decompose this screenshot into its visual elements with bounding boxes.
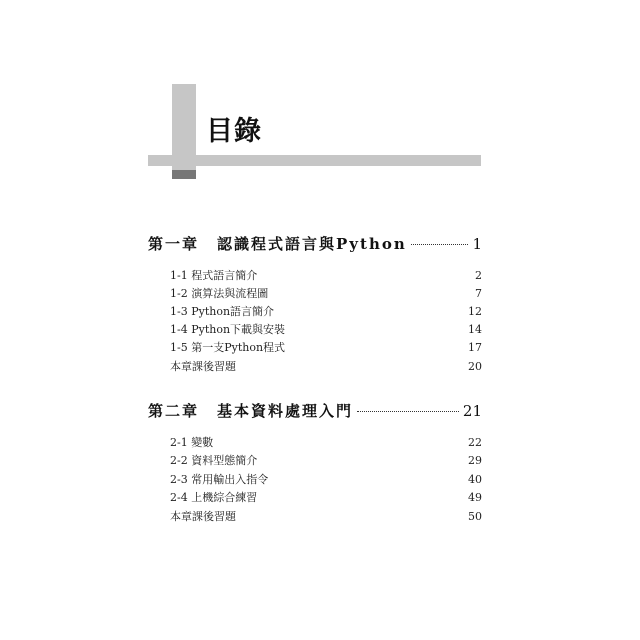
toc-entry [170, 434, 482, 452]
chapter-1-heading [148, 233, 482, 257]
toc-entry [170, 321, 482, 339]
section-page: 50 [468, 510, 482, 523]
toc-entry [170, 303, 482, 321]
section-label: 1-1 程式語言簡介 [170, 269, 258, 282]
toc-entry [170, 339, 482, 357]
toc-entry [170, 285, 482, 303]
section-label: 2-3 常用輸出入指令 [170, 473, 269, 486]
toc-entry [170, 471, 482, 489]
toc-entry [170, 452, 482, 470]
chapter-name: 基本資料處理入門 [217, 402, 354, 420]
section-page: 40 [468, 473, 482, 486]
page-title: 目錄 [206, 116, 262, 147]
section-page: 7 [475, 287, 482, 300]
chapter-page: 1 [472, 235, 482, 253]
chapter-number: 第二章 [148, 402, 200, 420]
section-page: 2 [475, 269, 482, 282]
section-page: 12 [468, 305, 482, 318]
section-label: 1-5 第一支Python程式 [170, 341, 286, 354]
dot-leader [411, 244, 469, 245]
section-page: 20 [468, 360, 482, 373]
section-label: 1-4 Python下載與安裝 [170, 323, 286, 336]
toc-entry [170, 489, 482, 507]
section-page: 14 [468, 323, 482, 336]
section-label: 2-1 變數 [170, 436, 214, 449]
title-bar-accent [172, 170, 196, 179]
toc-entry [170, 267, 482, 285]
dot-leader [357, 411, 459, 412]
section-page: 49 [468, 491, 482, 504]
toc-entry [170, 508, 482, 526]
section-label: 2-2 資料型態簡介 [170, 454, 258, 467]
toc-entry [170, 358, 482, 376]
section-label: 2-4 上機綜合練習 [170, 491, 258, 504]
section-label: 1-2 演算法與流程圖 [170, 287, 269, 300]
section-label: 1-3 Python語言簡介 [170, 305, 275, 318]
section-page: 22 [468, 436, 482, 449]
title-horizontal-bar [148, 155, 481, 166]
chapter-number: 第一章 [148, 235, 200, 253]
section-label: 本章課後習題 [170, 360, 236, 373]
section-page: 29 [468, 454, 482, 467]
chapter-name: 認識程式語言與Python [217, 235, 407, 253]
section-label: 本章課後習題 [170, 510, 236, 523]
chapter-page: 21 [462, 402, 482, 420]
chapter-2-heading [148, 400, 482, 424]
section-page: 17 [468, 341, 482, 354]
